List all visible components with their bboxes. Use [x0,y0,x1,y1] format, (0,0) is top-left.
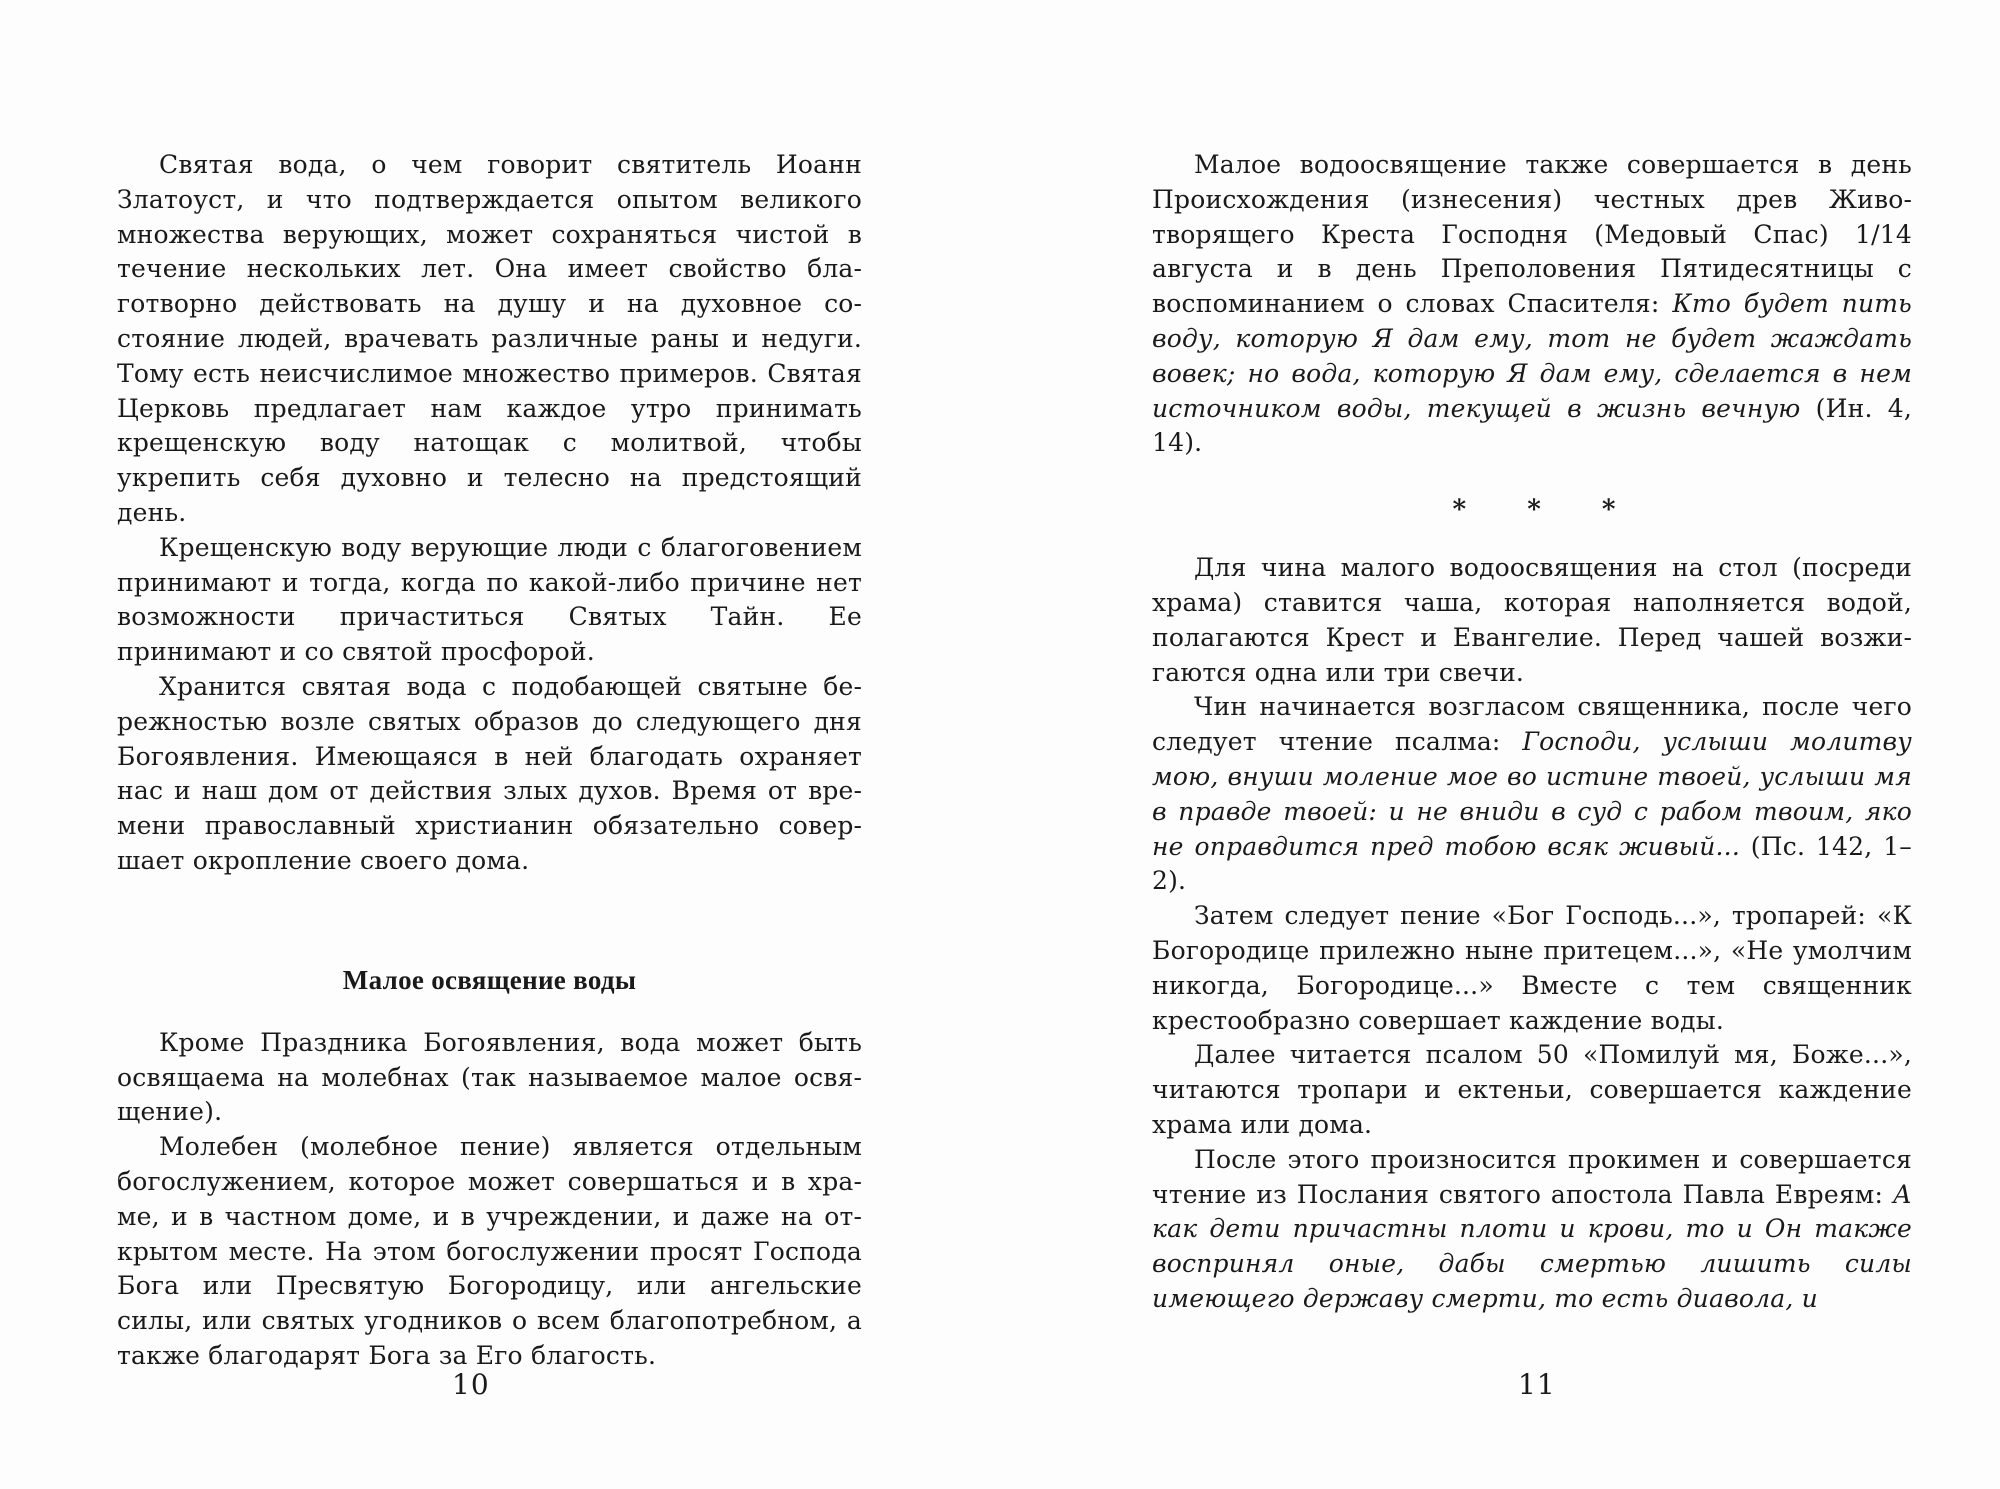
paragraph: Для чина малого водоосвящения на стол (посреди храма) ставится чаша, которая наполняется водой, полагаются Крест и Евангелие. Перед чашей возжигаются одна или три свечи. [1152,553,1912,687]
page-number-left: 10 [452,1368,490,1401]
psalm-quote: Господи, услыши молитву мою, внуши моление мое во истине твоей, услыши мя в правде твоей: и не вниди в суд с рабом твоим, яко не оправдится пред тобою всяк живый... [1152,727,1912,861]
paragraph: Молебен (молебное пение) является отдельным богослужением, которое может совершаться и в храме, и в частном доме, и в учреждении, и даже на открытом месте. На этом богослужении просят Господа Бога или Пресвятую Богородицу, или ангельские силы, или святых угодников о всем благопотребном, а также благодарят Бога за Его благость. [117,1132,862,1370]
paragraph-text: После этого произносится прокимен и совершается чтение из Послания святого апостола Павла Евреям: [1152,1144,1912,1209]
paragraph: Затем следует пение «Бог Господь...», тропарей: «К Богородице прилежно ныне притецем...», «Не умолчим никогда, Богородице...» Вместе с тем священник крестообразно совершает каждение воды. [1152,901,1912,1035]
section-separator: * * * [1452,495,1642,526]
paragraph: Святая вода, о чем говорит святитель Иоанн Златоуст, и что подтверждается опытом великого множества верующих, может сохраняться чистой в течение нескольких лет. Она имеет свойство благотворно действовать на душу и на духовное состояние людей, врачевать различные раны и недуги. Тому есть неисчислимое множество примеров. Святая Церковь предлагает нам каждое утро принимать крещенскую воду натощак с молитвой, чтобы укрепить себя духовно и телесно на предстоящий день. [117,150,862,527]
paragraph-text: Чин начинается возгласом священника, после чего следует чтение псалма: [1152,692,1912,757]
psalm-reference: (Пс. 142, 1–2). [1152,831,1912,896]
paragraph: Далее читается псалом 50 «Помилуй мя, Боже...», читаются тропари и ектеньи, совершается каждение храма или дома. [1152,1040,1912,1139]
scripture-quote: Кто будет пить воду, которую Я дам ему, тот не будет жаждать вовек; но вода, которую Я дам ему, сделается в нем источником воды, текущей в жизнь вечную [1152,289,1912,423]
section-heading: Малое освящение воды [342,964,637,995]
paragraph: Хранится святая вода с подобающей святыне бережностью возле святых образов до следующего дня Богоявления. Имеющаяся в ней благодать охраняет нас и наш дом от действия злых духов. Время от времени православный христианин обязательно совершает окропление своего дома. [117,671,862,875]
paragraph: Крещенскую воду верующие люди с благоговением принимают и тогда, когда по какой-либо причине нет возможности причаститься Святых Тайн. Ее принимают и со святой просфорой. [117,532,862,667]
paragraph [1152,148,1912,461]
left-page [117,148,862,1374]
page-number-right: 11 [1518,1368,1556,1401]
epistle-quote: А как дети причастны плоти и крови, то и Он также воспринял оные, дабы смертью лишить силы имеющего державу смерти, то есть диавола, и [1152,1179,1912,1313]
paragraph: Кроме Праздника Богоявления, вода может быть освящаема на молебнах (так называемое малое освящение). [117,1027,862,1127]
paragraph [1152,1143,1912,1317]
right-page [1152,148,1912,1317]
paragraph-text: Малое водоосвящение также совершается в день Происхождения (изнесения) честных древ Животворящего Креста Господня (Медовый Спас) 1/14 августа и в день Преполовения Пятидесятницы с воспоминанием о словах Спасителя: [1152,150,1912,319]
scripture-reference: (Ин. 4, 14). [1152,393,1912,458]
paragraph [1152,690,1912,899]
